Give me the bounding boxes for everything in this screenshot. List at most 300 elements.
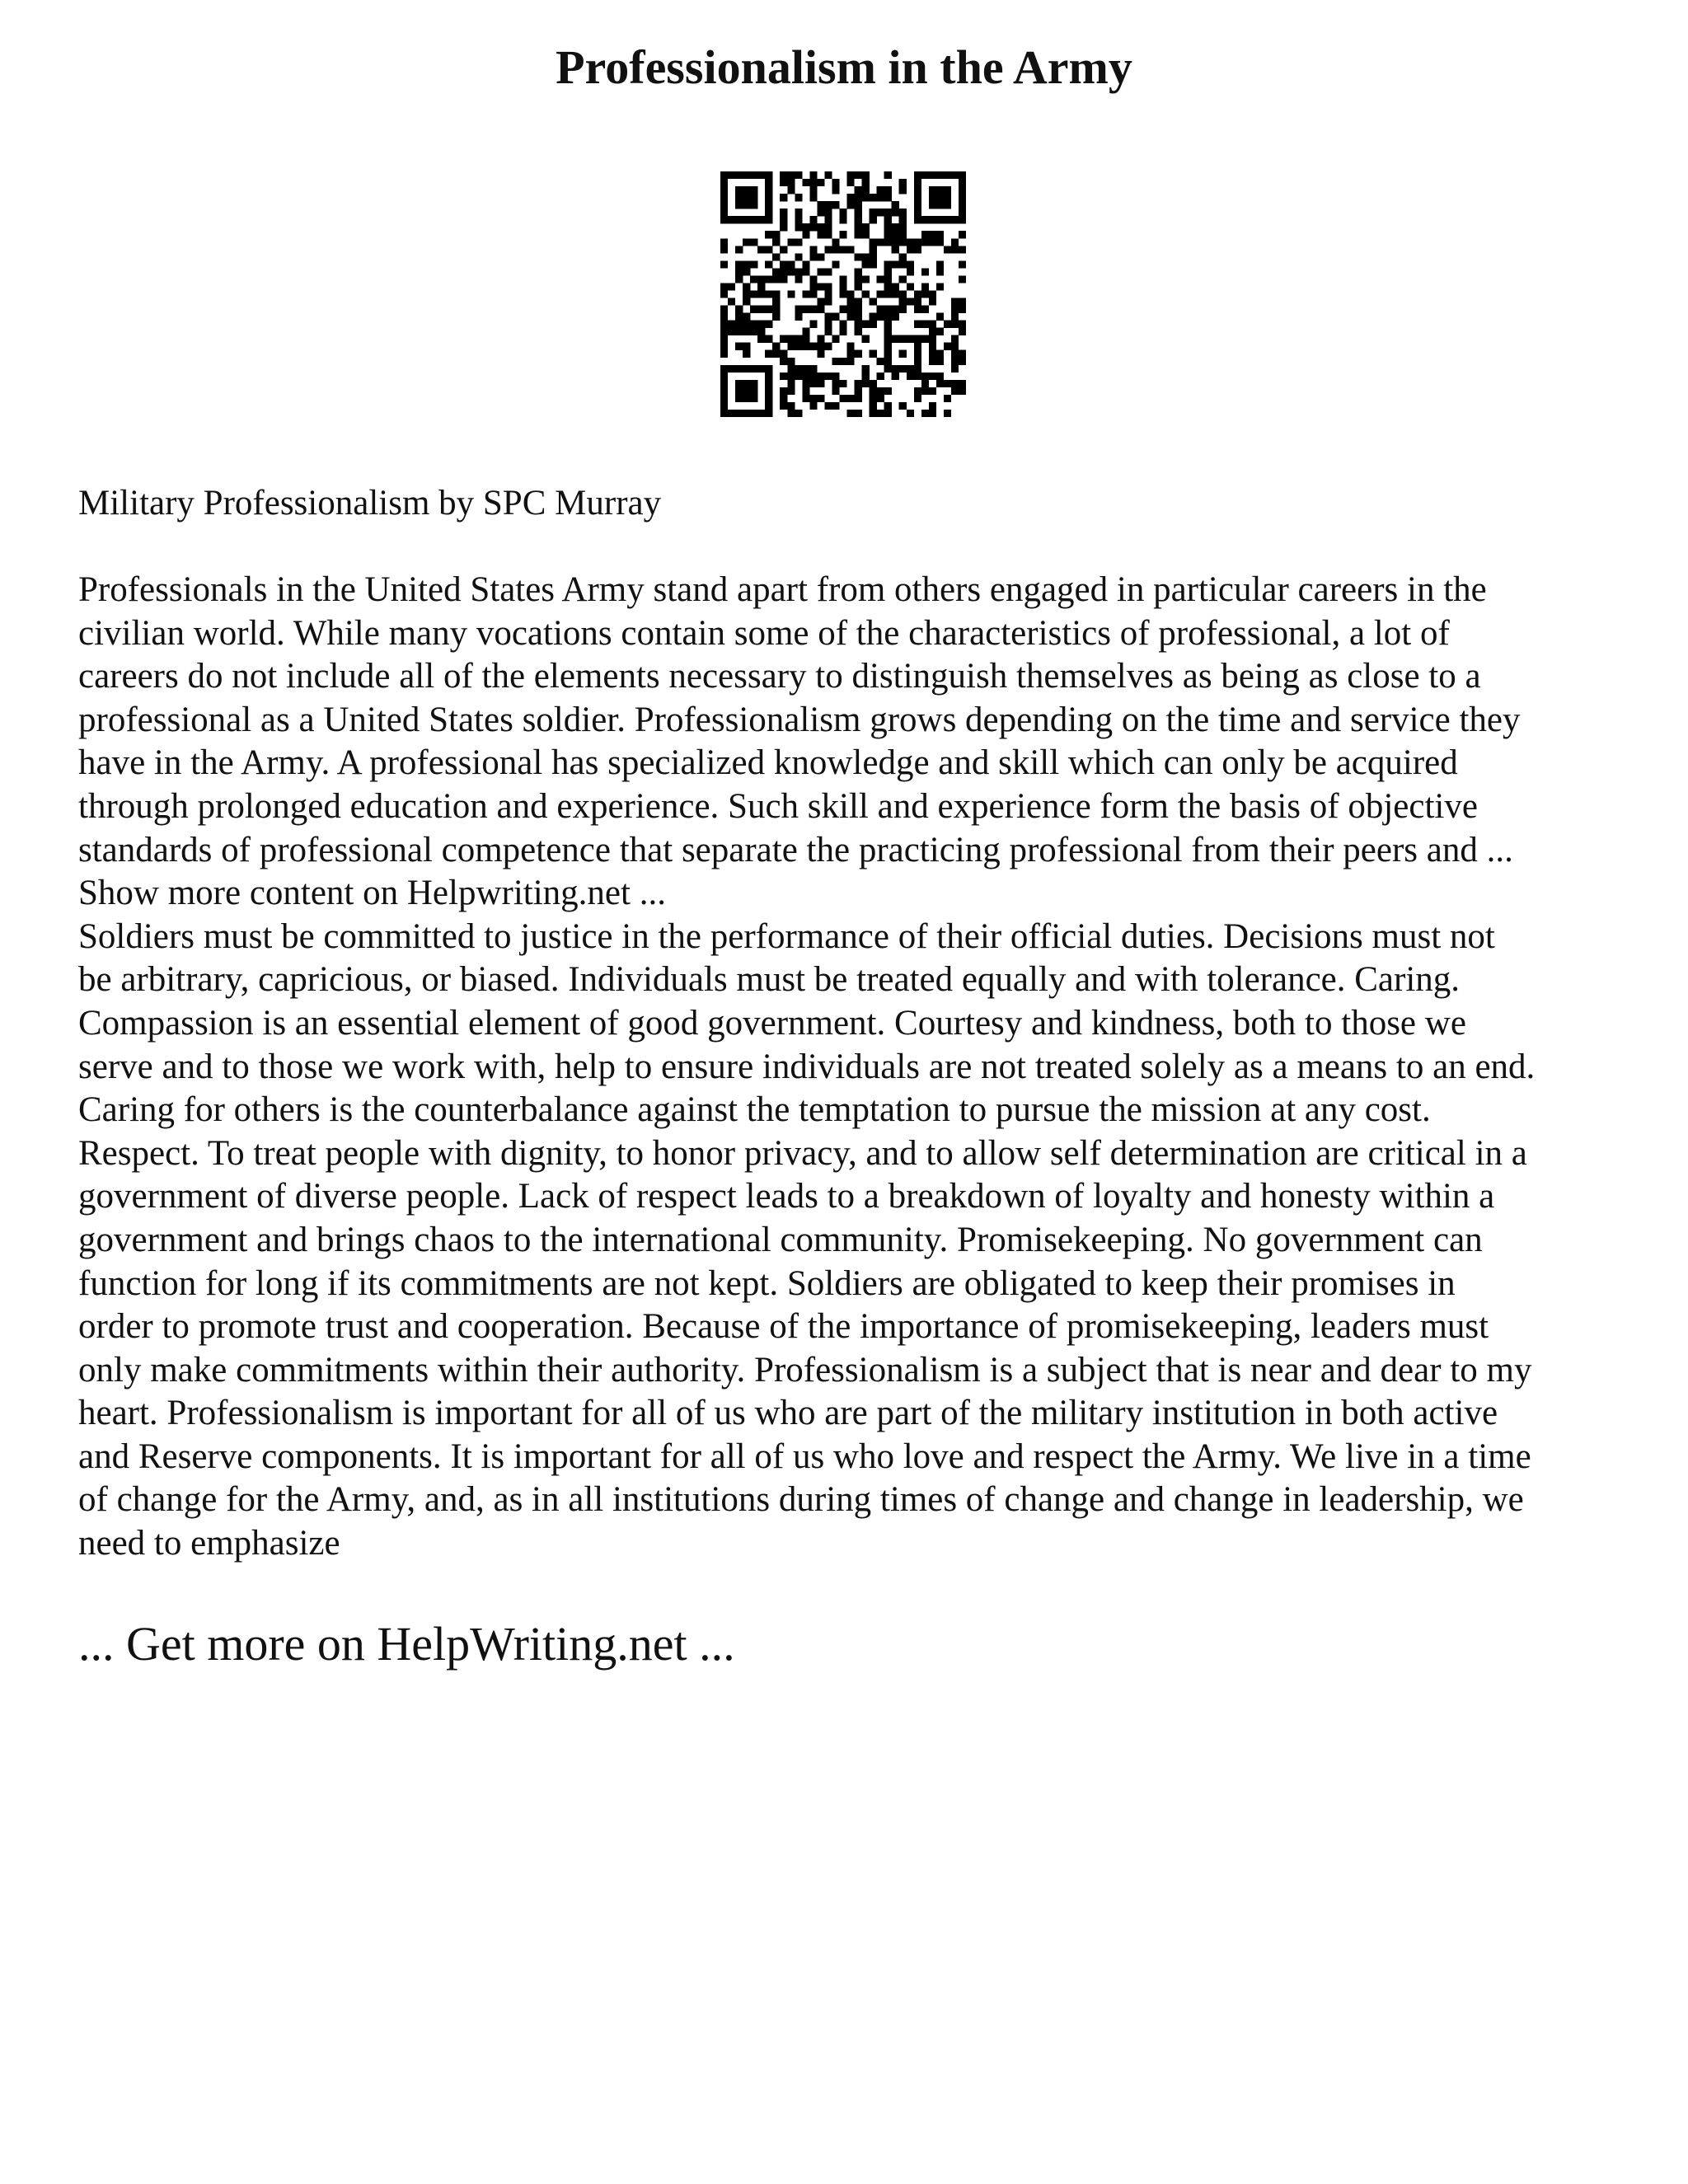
qr-module bbox=[899, 223, 907, 231]
qr-module bbox=[824, 231, 832, 238]
qr-code-graphic bbox=[720, 171, 966, 417]
qr-module bbox=[921, 231, 929, 238]
qr-module bbox=[855, 209, 862, 216]
qr-module bbox=[765, 335, 772, 343]
qr-module bbox=[765, 201, 772, 209]
qr-module bbox=[765, 402, 772, 410]
qr-module bbox=[855, 350, 862, 358]
qr-module bbox=[899, 275, 907, 283]
qr-module bbox=[929, 358, 936, 365]
qr-module bbox=[765, 209, 772, 216]
qr-module bbox=[921, 306, 929, 313]
qr-module bbox=[720, 246, 728, 253]
qr-module bbox=[780, 358, 787, 365]
qr-module bbox=[750, 410, 757, 417]
get-more-link[interactable]: ... Get more on HelpWriting.net ... bbox=[78, 1617, 735, 1671]
qr-module bbox=[877, 373, 884, 380]
qr-module bbox=[795, 410, 802, 417]
qr-module bbox=[855, 231, 862, 238]
qr-module bbox=[892, 246, 899, 253]
qr-module bbox=[780, 223, 787, 231]
qr-module bbox=[743, 290, 750, 298]
qr-module bbox=[899, 365, 907, 373]
qr-module bbox=[780, 194, 787, 201]
qr-module bbox=[936, 373, 944, 380]
qr-module bbox=[944, 171, 951, 179]
qr-module bbox=[959, 201, 966, 209]
qr-module bbox=[914, 350, 921, 358]
qr-module bbox=[870, 298, 877, 306]
qr-module bbox=[780, 395, 787, 402]
qr-module bbox=[787, 171, 795, 179]
qr-module bbox=[929, 201, 936, 209]
qr-module bbox=[817, 253, 824, 260]
qr-module bbox=[750, 216, 757, 223]
qr-module bbox=[929, 231, 936, 238]
qr-module bbox=[921, 216, 929, 223]
qr-module bbox=[809, 186, 817, 194]
qr-module bbox=[787, 373, 795, 380]
qr-module bbox=[743, 380, 750, 387]
qr-module bbox=[914, 186, 921, 194]
qr-module bbox=[765, 380, 772, 387]
qr-module bbox=[720, 343, 728, 350]
qr-module bbox=[877, 306, 884, 313]
qr-module bbox=[817, 350, 824, 358]
body-line: professional as a United States soldier. Professionalism grows depending on the time and service they bbox=[78, 700, 1521, 739]
qr-module bbox=[728, 216, 735, 223]
qr-module bbox=[809, 395, 817, 402]
qr-module bbox=[921, 321, 929, 328]
qr-module bbox=[809, 343, 817, 350]
qr-module bbox=[743, 350, 750, 358]
qr-module bbox=[802, 395, 809, 402]
qr-module bbox=[802, 223, 809, 231]
qr-module bbox=[936, 186, 944, 194]
qr-module bbox=[959, 194, 966, 201]
qr-module bbox=[735, 365, 743, 373]
qr-module bbox=[839, 231, 846, 238]
qr-module bbox=[757, 275, 765, 283]
qr-module bbox=[735, 268, 743, 275]
qr-module bbox=[817, 395, 824, 402]
body-line: only make commitments within their authority. Professionalism is a subject that is near and dear to my bbox=[78, 1350, 1532, 1390]
qr-module bbox=[877, 313, 884, 321]
qr-module bbox=[802, 290, 809, 298]
qr-module bbox=[929, 373, 936, 380]
body-line: standards of professional competence that separate the practicing professional from their peers and ... bbox=[78, 830, 1513, 869]
qr-module bbox=[787, 238, 795, 246]
qr-module bbox=[720, 238, 728, 246]
qr-module bbox=[862, 260, 870, 268]
qr-module bbox=[936, 238, 944, 246]
qr-module bbox=[877, 410, 884, 417]
qr-module bbox=[884, 387, 892, 395]
qr-module bbox=[780, 335, 787, 343]
qr-module bbox=[765, 231, 772, 238]
qr-module bbox=[959, 179, 966, 186]
qr-module bbox=[824, 402, 832, 410]
qr-module bbox=[855, 313, 862, 321]
qr-module bbox=[855, 395, 862, 402]
qr-module bbox=[757, 216, 765, 223]
qr-module bbox=[735, 313, 743, 321]
qr-module bbox=[870, 253, 877, 260]
qr-module bbox=[743, 313, 750, 321]
qr-module bbox=[735, 194, 743, 201]
qr-module bbox=[839, 290, 846, 298]
qr-module bbox=[884, 223, 892, 231]
body-line: function for long if its commitments are not kept. Soldiers are obligated to keep their promises in bbox=[78, 1263, 1456, 1303]
qr-module bbox=[914, 171, 921, 179]
qr-module bbox=[884, 186, 892, 194]
qr-module bbox=[787, 387, 795, 395]
qr-module bbox=[720, 387, 728, 395]
qr-module bbox=[817, 298, 824, 306]
qr-module bbox=[750, 380, 757, 387]
qr-module bbox=[795, 223, 802, 231]
qr-module bbox=[929, 410, 936, 417]
show-more-link[interactable]: Show more content on Helpwriting.net ... bbox=[78, 874, 666, 913]
qr-module bbox=[951, 313, 959, 321]
qr-module bbox=[899, 402, 907, 410]
qr-module bbox=[832, 246, 839, 253]
qr-module bbox=[743, 216, 750, 223]
qr-module bbox=[824, 298, 832, 306]
qr-module bbox=[944, 201, 951, 209]
qr-module bbox=[802, 365, 809, 373]
page-title: Professionalism in the Army bbox=[556, 40, 1132, 94]
qr-module bbox=[951, 387, 959, 395]
qr-module bbox=[720, 395, 728, 402]
qr-module bbox=[862, 380, 870, 387]
qr-module bbox=[899, 186, 907, 194]
qr-module bbox=[817, 343, 824, 350]
body-line: order to promote trust and cooperation. Because of the importance of promisekeeping, leaders must bbox=[78, 1307, 1489, 1347]
qr-module bbox=[951, 298, 959, 306]
qr-module bbox=[921, 268, 929, 275]
qr-module bbox=[929, 321, 936, 328]
qr-module bbox=[892, 365, 899, 373]
qr-module bbox=[728, 410, 735, 417]
qr-module bbox=[870, 246, 877, 253]
qr-module bbox=[765, 410, 772, 417]
qr-module bbox=[743, 238, 750, 246]
qr-module bbox=[936, 328, 944, 335]
qr-module bbox=[765, 171, 772, 179]
qr-module bbox=[735, 306, 743, 313]
qr-module bbox=[817, 373, 824, 380]
qr-module bbox=[951, 358, 959, 365]
qr-module bbox=[735, 343, 743, 350]
qr-module bbox=[892, 238, 899, 246]
body-line: Caring for others is the counterbalance against the temptation to pursue the mission at any cost. bbox=[78, 1090, 1431, 1130]
qr-module bbox=[951, 335, 959, 343]
qr-module bbox=[817, 283, 824, 290]
qr-module bbox=[959, 231, 966, 238]
qr-module bbox=[914, 335, 921, 343]
body-line: have in the Army. A professional has specialized knowledge and skill which can only be acquired bbox=[78, 743, 1458, 783]
qr-module bbox=[720, 365, 728, 373]
qr-module bbox=[959, 321, 966, 328]
qr-module bbox=[824, 373, 832, 380]
qr-module bbox=[892, 290, 899, 298]
qr-module bbox=[899, 260, 907, 268]
qr-module bbox=[743, 410, 750, 417]
qr-module bbox=[817, 231, 824, 238]
qr-module bbox=[824, 343, 832, 350]
qr-module bbox=[795, 365, 802, 373]
qr-module bbox=[951, 380, 959, 387]
qr-module bbox=[884, 209, 892, 216]
body-line: heart. Professionalism is important for all of us who are part of the military institution in both active bbox=[78, 1394, 1498, 1433]
qr-module bbox=[855, 306, 862, 313]
qr-module bbox=[884, 358, 892, 365]
qr-module bbox=[884, 290, 892, 298]
qr-module bbox=[899, 216, 907, 223]
qr-module bbox=[936, 260, 944, 268]
qr-module bbox=[809, 216, 817, 223]
qr-module bbox=[780, 268, 787, 275]
qr-module bbox=[951, 365, 959, 373]
qr-module bbox=[839, 283, 846, 290]
qr-module bbox=[720, 194, 728, 201]
qr-module bbox=[884, 343, 892, 350]
qr-module bbox=[870, 410, 877, 417]
qr-module bbox=[914, 358, 921, 365]
qr-module bbox=[884, 238, 892, 246]
qr-module bbox=[855, 321, 862, 328]
qr-module bbox=[877, 290, 884, 298]
qr-module bbox=[720, 373, 728, 380]
qr-module bbox=[862, 231, 870, 238]
qr-module bbox=[914, 298, 921, 306]
qr-module bbox=[959, 209, 966, 216]
qr-module bbox=[839, 246, 846, 253]
qr-module bbox=[892, 223, 899, 231]
qr-module bbox=[780, 402, 787, 410]
qr-module bbox=[750, 186, 757, 194]
qr-module bbox=[728, 298, 735, 306]
qr-module bbox=[809, 306, 817, 313]
qr-module bbox=[802, 231, 809, 238]
qr-module bbox=[772, 275, 780, 283]
qr-module bbox=[765, 321, 772, 328]
qr-module bbox=[720, 260, 728, 268]
qr-module bbox=[743, 194, 750, 201]
qr-module bbox=[765, 365, 772, 373]
qr-module bbox=[870, 313, 877, 321]
qr-module bbox=[787, 410, 795, 417]
qr-module bbox=[824, 223, 832, 231]
qr-module bbox=[921, 290, 929, 298]
qr-module bbox=[728, 171, 735, 179]
qr-module bbox=[884, 283, 892, 290]
qr-module bbox=[824, 171, 832, 179]
qr-module bbox=[884, 365, 892, 373]
qr-module bbox=[802, 306, 809, 313]
qr-module bbox=[750, 290, 757, 298]
qr-module bbox=[765, 306, 772, 313]
qr-module bbox=[855, 410, 862, 417]
qr-module bbox=[959, 216, 966, 223]
qr-module bbox=[839, 306, 846, 313]
qr-module bbox=[772, 290, 780, 298]
qr-module bbox=[832, 201, 839, 209]
qr-module bbox=[907, 238, 914, 246]
body-line: Soldiers must be committed to justice in the performance of their official duties. Decisions must not bbox=[78, 916, 1495, 956]
qr-module bbox=[735, 387, 743, 395]
qr-module bbox=[832, 260, 839, 268]
qr-module bbox=[914, 365, 921, 373]
qr-module bbox=[750, 306, 757, 313]
qr-module bbox=[892, 201, 899, 209]
qr-module bbox=[735, 410, 743, 417]
document-body bbox=[78, 569, 1644, 1566]
qr-module bbox=[870, 260, 877, 268]
qr-module bbox=[787, 186, 795, 194]
qr-module bbox=[824, 209, 832, 216]
qr-module bbox=[899, 335, 907, 343]
qr-module bbox=[929, 350, 936, 358]
qr-module bbox=[802, 268, 809, 275]
qr-module bbox=[847, 350, 855, 358]
qr-module bbox=[809, 194, 817, 201]
qr-module bbox=[855, 268, 862, 275]
qr-module bbox=[817, 209, 824, 216]
qr-module bbox=[809, 380, 817, 387]
qr-module bbox=[959, 298, 966, 306]
qr-module bbox=[824, 328, 832, 335]
qr-module bbox=[877, 238, 884, 246]
qr-module bbox=[884, 402, 892, 410]
qr-module bbox=[899, 306, 907, 313]
qr-module bbox=[757, 306, 765, 313]
qr-module bbox=[772, 268, 780, 275]
qr-module bbox=[787, 179, 795, 186]
qr-module bbox=[750, 260, 757, 268]
qr-module bbox=[929, 238, 936, 246]
qr-module bbox=[862, 179, 870, 186]
qr-module bbox=[929, 328, 936, 335]
qr-module bbox=[944, 380, 951, 387]
qr-module bbox=[839, 321, 846, 328]
qr-module bbox=[720, 179, 728, 186]
body-line: government of diverse people. Lack of respect leads to a breakdown of loyalty and honesty within a bbox=[78, 1177, 1495, 1216]
qr-module bbox=[899, 290, 907, 298]
qr-module bbox=[720, 186, 728, 194]
qr-module bbox=[743, 387, 750, 395]
qr-module bbox=[757, 171, 765, 179]
body-line: through prolonged education and experience. Such skill and experience form the basis of objective bbox=[78, 786, 1478, 826]
qr-module bbox=[914, 306, 921, 313]
qr-module bbox=[772, 298, 780, 306]
qr-module bbox=[720, 290, 728, 298]
qr-module bbox=[817, 201, 824, 209]
qr-module bbox=[735, 201, 743, 209]
qr-module bbox=[936, 231, 944, 238]
qr-module bbox=[735, 186, 743, 194]
qr-module bbox=[862, 253, 870, 260]
qr-module bbox=[951, 343, 959, 350]
qr-module bbox=[743, 268, 750, 275]
qr-module bbox=[802, 335, 809, 343]
qr-module bbox=[892, 313, 899, 321]
qr-module bbox=[929, 290, 936, 298]
qr-module bbox=[809, 321, 817, 328]
qr-module bbox=[951, 246, 959, 253]
qr-module bbox=[832, 335, 839, 343]
qr-module bbox=[884, 231, 892, 238]
qr-module bbox=[765, 373, 772, 380]
qr-module bbox=[914, 321, 921, 328]
qr-module bbox=[809, 365, 817, 373]
qr-module bbox=[862, 186, 870, 194]
qr-module bbox=[944, 321, 951, 328]
qr-module bbox=[847, 313, 855, 321]
qr-module bbox=[839, 216, 846, 223]
qr-module bbox=[884, 216, 892, 223]
qr-module bbox=[787, 290, 795, 298]
qr-module bbox=[743, 298, 750, 306]
qr-module bbox=[877, 387, 884, 395]
body-line: Compassion is an essential element of good government. Courtesy and kindness, both to those we bbox=[78, 1003, 1466, 1043]
qr-module bbox=[832, 238, 839, 246]
qr-module bbox=[870, 387, 877, 395]
qr-module bbox=[907, 246, 914, 253]
qr-module bbox=[750, 328, 757, 335]
qr-module bbox=[728, 283, 735, 290]
qr-module bbox=[936, 358, 944, 365]
qr-module bbox=[855, 283, 862, 290]
qr-module bbox=[877, 358, 884, 365]
qr-module bbox=[787, 260, 795, 268]
qr-module bbox=[765, 186, 772, 194]
qr-module bbox=[847, 246, 855, 253]
qr-module bbox=[728, 365, 735, 373]
qr-module bbox=[929, 194, 936, 201]
qr-module bbox=[772, 231, 780, 238]
qr-module bbox=[735, 171, 743, 179]
qr-module bbox=[847, 194, 855, 201]
qr-module bbox=[765, 395, 772, 402]
qr-module bbox=[847, 201, 855, 209]
qr-module bbox=[847, 179, 855, 186]
qr-module bbox=[921, 410, 929, 417]
qr-module bbox=[802, 387, 809, 395]
qr-module bbox=[929, 171, 936, 179]
qr-module bbox=[750, 171, 757, 179]
qr-module bbox=[855, 387, 862, 395]
qr-module bbox=[959, 306, 966, 313]
qr-module bbox=[862, 171, 870, 179]
qr-module bbox=[914, 395, 921, 402]
qr-module bbox=[847, 171, 855, 179]
qr-module bbox=[944, 246, 951, 253]
qr-module bbox=[802, 380, 809, 387]
qr-module bbox=[817, 380, 824, 387]
qr-module bbox=[832, 387, 839, 395]
qr-module bbox=[892, 373, 899, 380]
qr-module bbox=[936, 171, 944, 179]
qr-module bbox=[929, 298, 936, 306]
qr-code-icon bbox=[720, 171, 966, 417]
qr-module bbox=[728, 321, 735, 328]
qr-module bbox=[914, 201, 921, 209]
qr-module bbox=[936, 201, 944, 209]
qr-module bbox=[735, 260, 743, 268]
qr-module bbox=[787, 402, 795, 410]
